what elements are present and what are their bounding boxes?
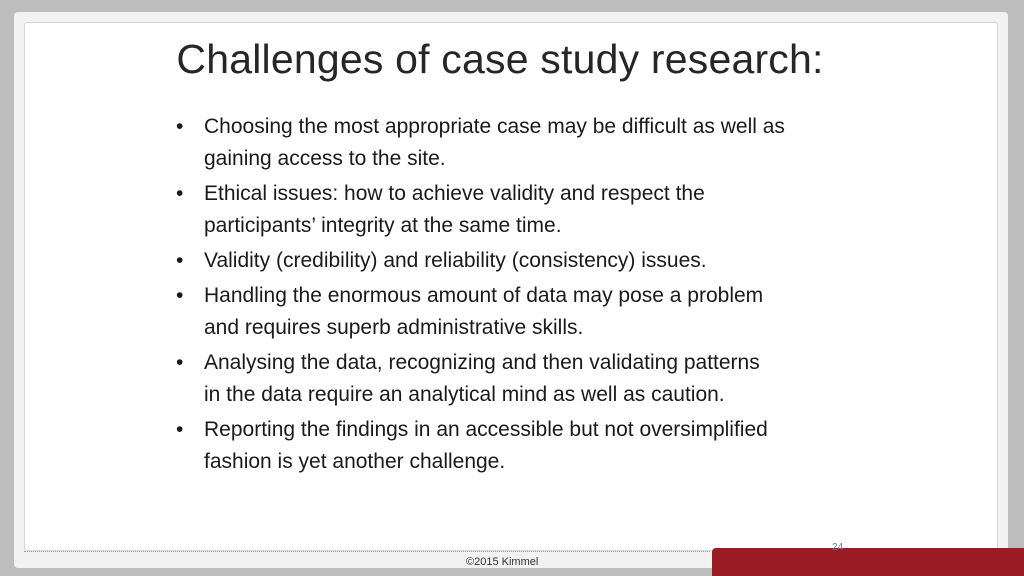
bullet-icon: • [176, 418, 184, 441]
bullet-text-line1: Ethical issues: how to achieve validity and respect the [204, 182, 705, 205]
slide-number: 24 [832, 542, 844, 553]
copyright-notice: ©2015 Kimmel [466, 556, 539, 568]
bullet-item [176, 178, 866, 242]
bullet-item [176, 111, 866, 175]
bullet-text-line2: and requires superb administrative skills. [204, 316, 584, 339]
bullet-icon: • [176, 182, 184, 205]
bullet-item [176, 347, 866, 411]
bullet-text-line1: Validity (credibility) and reliability (consistency) issues. [204, 249, 707, 272]
bullet-icon: • [176, 284, 184, 307]
bullet-text-line1: Choosing the most appropriate case may be difficult as well as [204, 115, 785, 138]
bullet-text-line2: gaining access to the site. [204, 147, 446, 170]
footer-accent-band [712, 548, 1024, 576]
bullet-item [176, 414, 866, 478]
bullet-text-line2: in the data require an analytical mind as well as caution. [204, 383, 725, 406]
bullet-list [176, 111, 866, 481]
slide-title: Challenges of case study research: [176, 36, 824, 82]
bullet-text-line2: participants’ integrity at the same time. [204, 214, 562, 237]
bullet-text-line2: fashion is yet another challenge. [204, 450, 506, 473]
bullet-icon: • [176, 351, 184, 374]
bullet-item [176, 280, 866, 344]
bullet-text-line1: Reporting the findings in an accessible but not oversimplified [204, 418, 768, 441]
bullet-icon: • [176, 115, 184, 138]
bullet-text-line1: Analysing the data, recognizing and then validating patterns [204, 351, 760, 374]
bullet-icon: • [176, 249, 184, 272]
bullet-item [176, 245, 866, 277]
footer-divider [24, 551, 710, 552]
bullet-text-line1: Handling the enormous amount of data may pose a problem [204, 284, 764, 307]
